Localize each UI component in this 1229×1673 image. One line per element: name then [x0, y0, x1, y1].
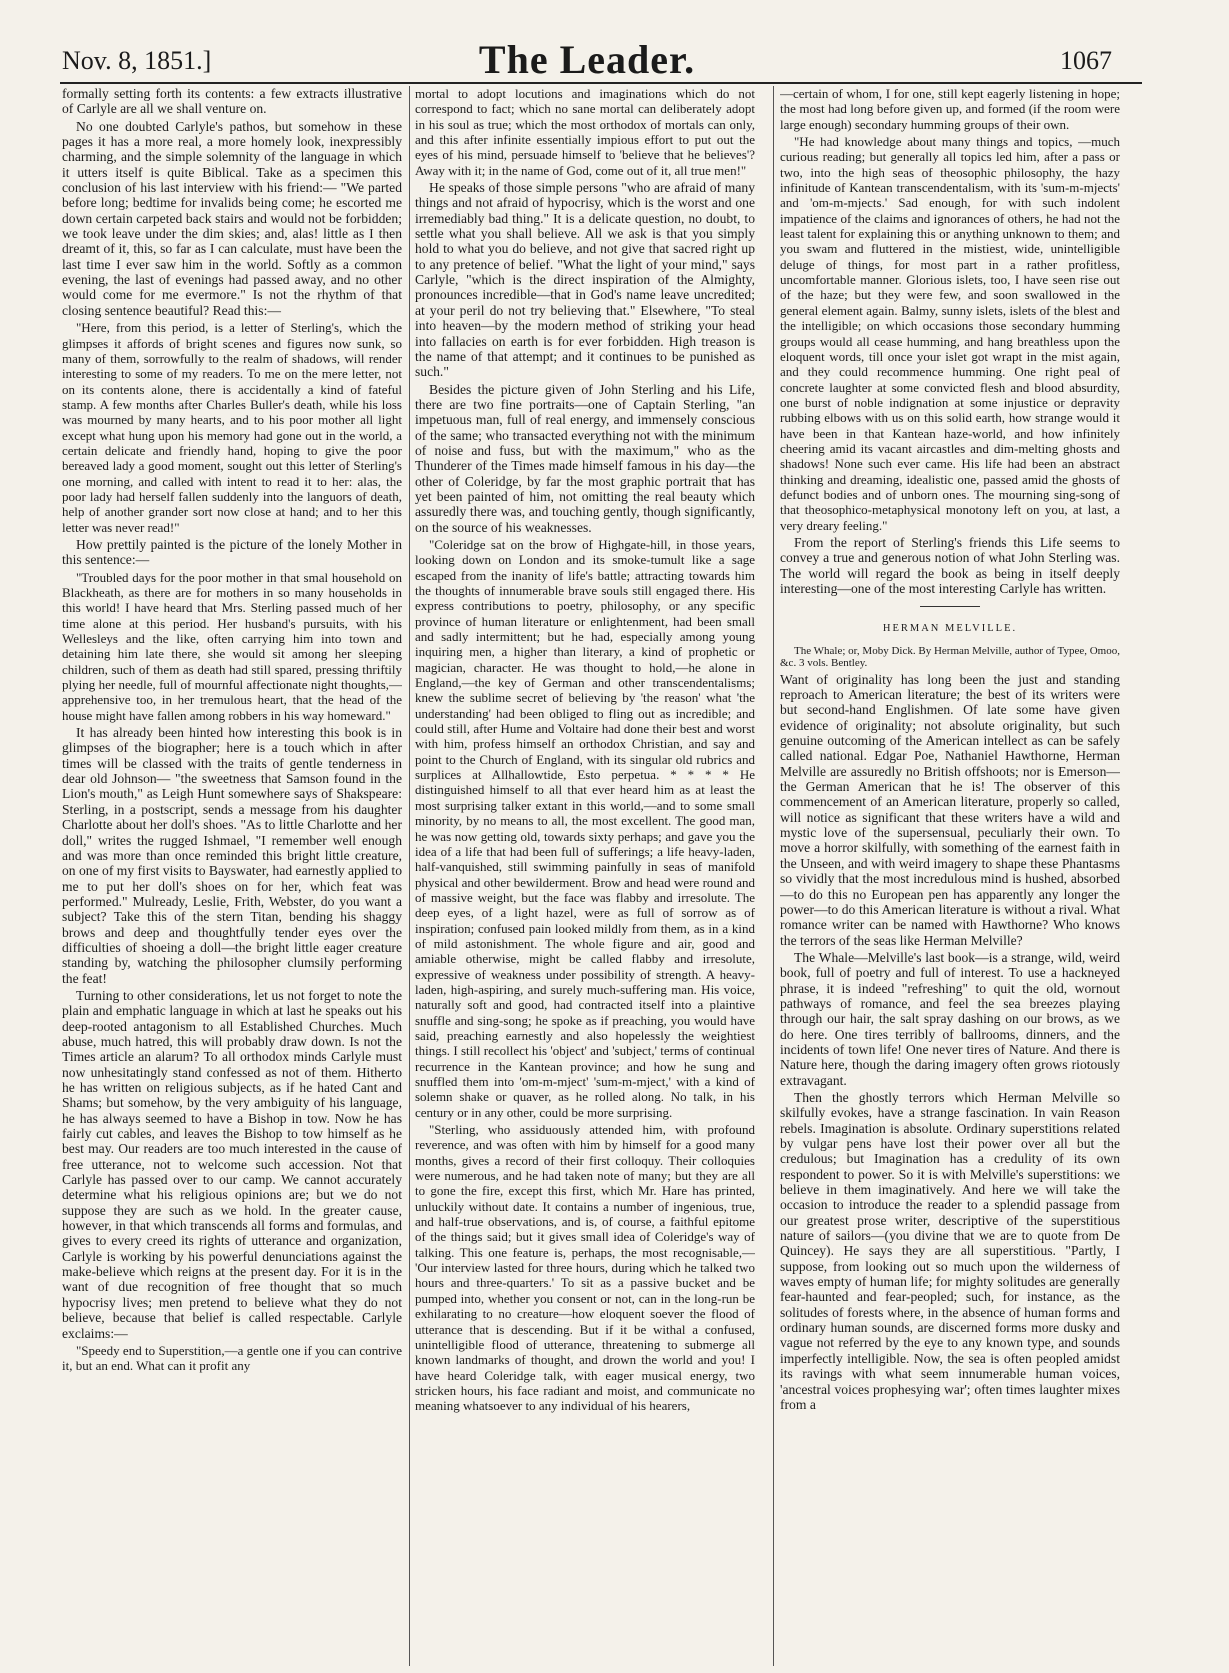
paragraph: From the report of Sterling's friends this Life seems to convey a true and generous notion of what John Sterling was. The world will regard the book as being in itself deeply interesting—one of the most interesting Carlyle has written. [780, 534, 1120, 596]
paragraph: How prettily painted is the picture of the lonely Mother in this sentence:— [62, 536, 402, 568]
quoted-paragraph: "Troubled days for the poor mother in that smal household on Blackheath, as there are for mothers in so many households in this world! I have heard that Mrs. Sterling passed much of her time alone at this period. Her husband's pursuits, with his Wellesleys and the like, often carrying him into town and detaining him late there, she would sit among her sleeping children, such of them as death had still spared, pressing thriftily plying her needle, full of mournful affectionate night thoughts,—apprehensive too, in her tremulous heart, that the head of the house might have fallen among robbers in his way homeward." [62, 569, 402, 723]
paragraph: He speaks of those simple persons "who are afraid of many things and not afraid of hypocrisy, which is the worst and one irremediably bad thing." It is a delicate question, no doubt, to settle what you shall believe. All we ask is that you simply hold to what you do believe, and not give that sacred right up to any pretence of belief. "What the light of your mind," says Carlyle, "which is the direct inspiration of the Almighty, pronounces incredible—that in God's name leave uncredited; at your peril do not try believing that." Elsewhere, "To steal into heaven—by the modern method of striking your head into fallacies on earth is for ever forbidden. High treason is the name of that attempt; and it continues to be punished as such." [415, 180, 755, 380]
column-2 [415, 86, 755, 1671]
paragraph: formally setting forth its contents: a few extracts illustrative of Carlyle are all we shall venture on. [62, 86, 402, 117]
quoted-paragraph: "Speedy end to Superstition,—a gentle one if you can contrive it, but an end. What can it profit any [62, 1342, 402, 1374]
column-divider [409, 86, 410, 1666]
paragraph: Turning to other considerations, let us not forget to note the plain and emphatic language in which at last he speaks out his deep-rooted antagonism to all Established Churches. Much abuse, much hatred, this will probably draw down. Is not the Times article an alarum? To all orthodox minds Carlyle must now unhesitatingly stand confessed as not of them. Hitherto he has written on religious subjects, as if he hated Cant and Shams; but somehow, by the very ambiguity of his language, he has always seemed to have a Bishop in tow. Now he has fairly cut cables, and leaves the Bishop to tow himself as he best may. Our readers are too much interested in the cause of free utterance, not to welcome such accession. Not that Carlyle has passed over to our camp. We cannot accurately determine what his religious opinions are; but we do not suppose they are such as we hold. In the greater cause, however, in that which transcends all forms and formulas, and gives to every creed its rights of utterance and organization, Carlyle is working by his powerful denunciations against the make-believe which reigns at the present day. For it is in the want of due recognition of free thought that so much hypocrisy lives; men pretend to believe what they do not believe, because that belief is called respectable. Carlyle exclaims:— [62, 987, 402, 1341]
paragraph: Want of originality has long been the just and standing reproach to American literature; the best of its writers were but second-hand Englishmen. Of late some have given evidence of originality; not absolute originality, but such genuine outcoming of the American intellect as can be safely called national. Edgar Poe, Nathaniel Hawthorne, Herman Melville are assuredly no British offshoots; nor is Emerson—the German American that he is! The observer of this commencement of an American literature, properly so called, will notice as significant that these writers have a wild and mystic love of the supersensual, peculiarly their own. To move a horror skilfully, with something of the earnest faith in the Unseen, and with weird imagery to shape these Phantasms so vividly that the most incredulous mind is hushed, absorbed—to do this no European pen has apparently any longer the power—to do this American literature is without a rival. What romance writer can be named with Hawthorne? Who knows the terrors of the seas like Herman Melville? [780, 671, 1120, 948]
column-1 [62, 86, 402, 1671]
paragraph: The Whale—Melville's last book—is a strange, wild, weird book, full of poetry and full of interest. To use a hackneyed phrase, it is indeed "refreshing" to quit the old, wornout pathways of romance, and feel the sea breezes playing through our hair, the salt spray dashing on our brows, as we do here. One tires terribly of ballrooms, dinners, and the incidents of town life! One never tires of Nature. And there is Nature here, though the daring imagery often grows riotously extravagant. [780, 949, 1120, 1088]
column-3 [780, 86, 1120, 1671]
issue-date: Nov. 8, 1851.] [62, 46, 212, 75]
section-heading: HERMAN MELVILLE. [882, 623, 1018, 635]
page-number: 1067 [1060, 46, 1112, 75]
section-divider [920, 606, 980, 607]
paragraph: No one doubted Carlyle's pathos, but somehow in these pages it has a more real, a more homely look, inexpressibly charming, and the simple solemnity of the language in which it utters itself is quite Biblical. Take as a specimen this conclusion of his last interview with his friend:— "We parted before long; bedtime for invalids being come; he escorted me down certain carpeted back stairs and would not be forbidden; we took leave under the dim skies; and, alas! little as I then dreamt of it, this, so far as I can calculate, must have been the last time I ever saw him in the world. Softly as a common evening, the last of evenings had passed away, and no other would come for me evermore." Is not the rhythm of that closing sentence beautiful? Read this:— [62, 118, 402, 318]
book-citation: The Whale; or, Moby Dick. By Herman Melville, author of Typee, Omoo, &c. 3 vols. Bentley. [780, 644, 1120, 670]
quoted-paragraph: —certain of whom, I for one, still kept eagerly listening in hope; the most had long before given up, and formed (if the room were large enough) secondary humming groups of their own. [780, 86, 1120, 132]
paragraph: It has already been hinted how interesting this book is in glimpses of the biographer; here is a touch which in after times will be classed with the traits of gentle tenderness in dear old Johnson— "the sweetness that Samson found in the Lion's mouth," as Leigh Hunt somewhere says of Shakspeare: Sterling, in a postscript, sends a message from his daughter Charlotte about her doll's shoes. "As to little Charlotte and her doll," writes the rugged Ishmael, "I remember well enough and was more than once reminded this bright little creature, on one of my first visits to Bayswater, had earnestly applied to me to put her doll's shoes on for her, which feat was performed." Mulready, Leslie, Frith, Webster, do you want a subject? Take this of the stern Titan, bending his shaggy brows and deep and thoughtfully tender eyes over the difficulties of shoeing a doll—the bright little eager creature standing by, watching the philosopher clumsily performing the feat! [62, 725, 402, 986]
quoted-paragraph: "Coleridge sat on the brow of Highgate-hill, in those years, looking down on London and its smoke-tumult like a sage escaped from the inanity of life's battle; attracting towards him the thoughts of innumerable brave souls still engaged there. His express contributions to poetry, philosophy, or any specific province of human literature or enlightenment, had been small and sadly intermittent; but he had, especially among young inquiring men, a higher than literary, a kind of prophetic or magician, character. He was thought to hold,—he alone in England,—the key of German and other transcendentalisms; knew the sublime secret of believing by 'the reason' what 'the understanding' had been obliged to fling out as incredible; and could still, after Hume and Voltaire had done their best and worst with him, profess himself an orthodox Christian, and say and point to the Church of England, with its singular old rubrics and surplices at Allhallowtide, Esto perpetua. * * * * He distinguished himself to all that ever heard him as at least the most surprising talker extant in this world,—and to some small minority, by no means to all, the most excellent. The good man, he was now getting old, towards sixty perhaps; and gave you the idea of a life that had been full of sufferings; a life heavy-laden, half-vanquished, still swimming painfully in seas of manifold physical and other bewilderment. Brow and head were round and of massive weight, but the face was flabby and irresolute. The deep eyes, of a light hazel, were as full of sorrow as of inspiration; confused pain looked mildly from them, as in a kind of mild astonishment. The whole figure and air, good and amiable otherwise, might be called flabby and irresolute, expressive of weakness under possibility of strength. A heavy-laden, high-aspiring, and surely much-suffering man. His voice, naturally soft and good, had contracted itself into a plaintive snuffle and sing-song; he spoke as if preaching, you would have said, preaching earnestly and also hopelessly the weightiest things. I still recollect his 'object' and 'subject,' terms of continual recurrence in the Kantean province; and how he sung and snuffled them into 'om-m-mject' 'sum-m-mject,' with a kind of solemn shake or quaver, as he rolled along. No talk, in his century or in any other, could be more surprising. [415, 536, 755, 1120]
header-rule [60, 82, 1142, 84]
quoted-paragraph: "Here, from this period, is a letter of Sterling's, which the glimpses it affords of bright scenes and figures now sunk, so many of them, sorrowfully to the realm of shadows, will render interesting to some of my readers. To me on the mere letter, not on its contents alone, there is accidentally a kind of fateful stamp. A few months after Charles Buller's death, while his loss was mourned by many hearts, and to his poor mother all light except what hung upon his memory had gone out in the world, a certain delicate and friendly hand, hoping to give the poor bereaved lady a good moment, sought out this letter of Sterling's one morning, and called with intent to read it to her: alas, the poor lady had herself fallen suddenly into the languors of death, help of another grander sort now close at hand; and to her this letter was never read!" [62, 320, 402, 535]
paragraph: Then the ghostly terrors which Herman Melville so skilfully evokes, have a strange fascination. In vain Reason rebels. Imagination is absolute. Ordinary superstitions related by vulgar pens have lost their power over all but the credulous; but Imagination has a credulity of its own respondent to power. So it is with Melville's superstitions: we believe in them imaginatively. And here we will take the occasion to introduce the reader to a splendid passage from our greatest prose writer, descriptive of the superstitious nature of sailors—(you divine that we are to quote from De Quincey). He says they are all superstitious. "Partly, I suppose, from looking out so much upon the wilderness of waves empty of human life; for mighty solitudes are generally fear-haunted and fear-peopled; such, for instance, as the solitudes of forests where, in the absence of human forms and ordinary human sounds, are discerned forms more dusky and vague not referred by the eye to any known type, and sounds imperfectly intelligible. Now, the sea is often peopled amidst its ravings with what seem innumerable human voices, 'ancestral voices prophesying war'; often times laughter mixes from a [780, 1089, 1120, 1412]
quoted-paragraph: mortal to adopt locutions and imaginations which do not correspond to fact; which no sane mortal can deliberately adopt in his soul as true; which the most orthodox of mortals can only, and this after infinite essentially impious effort to put out the eyes of his mind, persuade himself to 'believe that he believes'? Away with it; in the name of God, come out of it, all true men!" [415, 86, 755, 178]
quoted-paragraph: "Sterling, who assiduously attended him, with profound reverence, and was often with him by himself for a good many months, gives a record of their first colloquy. Their colloquies were numerous, and he had taken note of many; but they are all to gone the fire, except this first, which Mr. Hare has printed, unluckily without date. It contains a number of ingenious, true, and half-true observations, and is, of course, a faithful epitome of the things said; but it gives small idea of Coleridge's way of talking. This one feature is, perhaps, the most recognisable,— 'Our interview lasted for three hours, during which he talked two hours and three-quarters.' To sit as a passive bucket and be pumped into, whether you consent or not, can in the long-run be exhilarating to no creature—how eloquent soever the flood of utterance that is descending. But if it be withal a confused, unintelligible flood of utterance, threatening to submerge all known landmarks of thought, and drown the world and you! I have heard Coleridge talk, with eager musical energy, two stricken hours, his face radiant and moist, and communicate no meaning whatsoever to any individual of his hearers, [415, 1122, 755, 1414]
newspaper-title: The Leader. [478, 37, 696, 82]
column-divider [773, 86, 774, 1666]
quoted-paragraph: "He had knowledge about many things and topics, —much curious reading; but generally all topics led him, after a pass or two, into the high seas of theosophic philosophy, the hazy infinitude of Kantean transcendentalism, with its 'sum-m-mjects' and 'om-m-mjects.' Sad enough, for with such indolent impatience of the claims and ignorances of others, he had not the least talent for explaining this or anything unknown to them; and you swam and fluttered in the mistiest, wide, unintelligible deluge of things, for most part in a rather profitless, uncomfortable manner. Glorious islets, too, I have seen rise out of the haze; but they were few, and soon swallowed in the general element again. Balmy, sunny islets, islets of the blest and the intelligible; on which occasions those secondary humming groups would all cease humming, and hang breathless upon the eloquent words, till once your islet got wrapt in the mist again, and they could recommence humming. One right peal of concrete laughter at some convicted flesh and blood absurdity, one burst of noble indignation at some injustice or depravity rubbing elbows with us on this solid earth, how strange would it have been in that Kantean haze-world, and how infinitely cheering amid its vacant aircastles and dim-melting ghosts and shadows! None such ever came. His life had been an abstract thinking and dreaming, idealistic one, passed amid the ghosts of defunct bodies and of unborn ones. The mourning sing-song of that theosophico-metaphysical monotony left on you, at last, a very dreary feeling." [780, 134, 1120, 533]
paragraph: Besides the picture given of John Sterling and his Life, there are two fine portraits—one of Captain Sterling, "an impetuous man, full of real energy, and immensely conscious of the same; who transacted everything not with the minimum of noise and fuss, but with the maximum," who as the Thunderer of the Times made himself famous in his day—the other of Coleridge, by far the most graphic portrait that has yet been painted of him, not omitting the real beauty which assuredly there was, and touching gently, though significantly, on the source of his weaknesses. [415, 381, 755, 535]
